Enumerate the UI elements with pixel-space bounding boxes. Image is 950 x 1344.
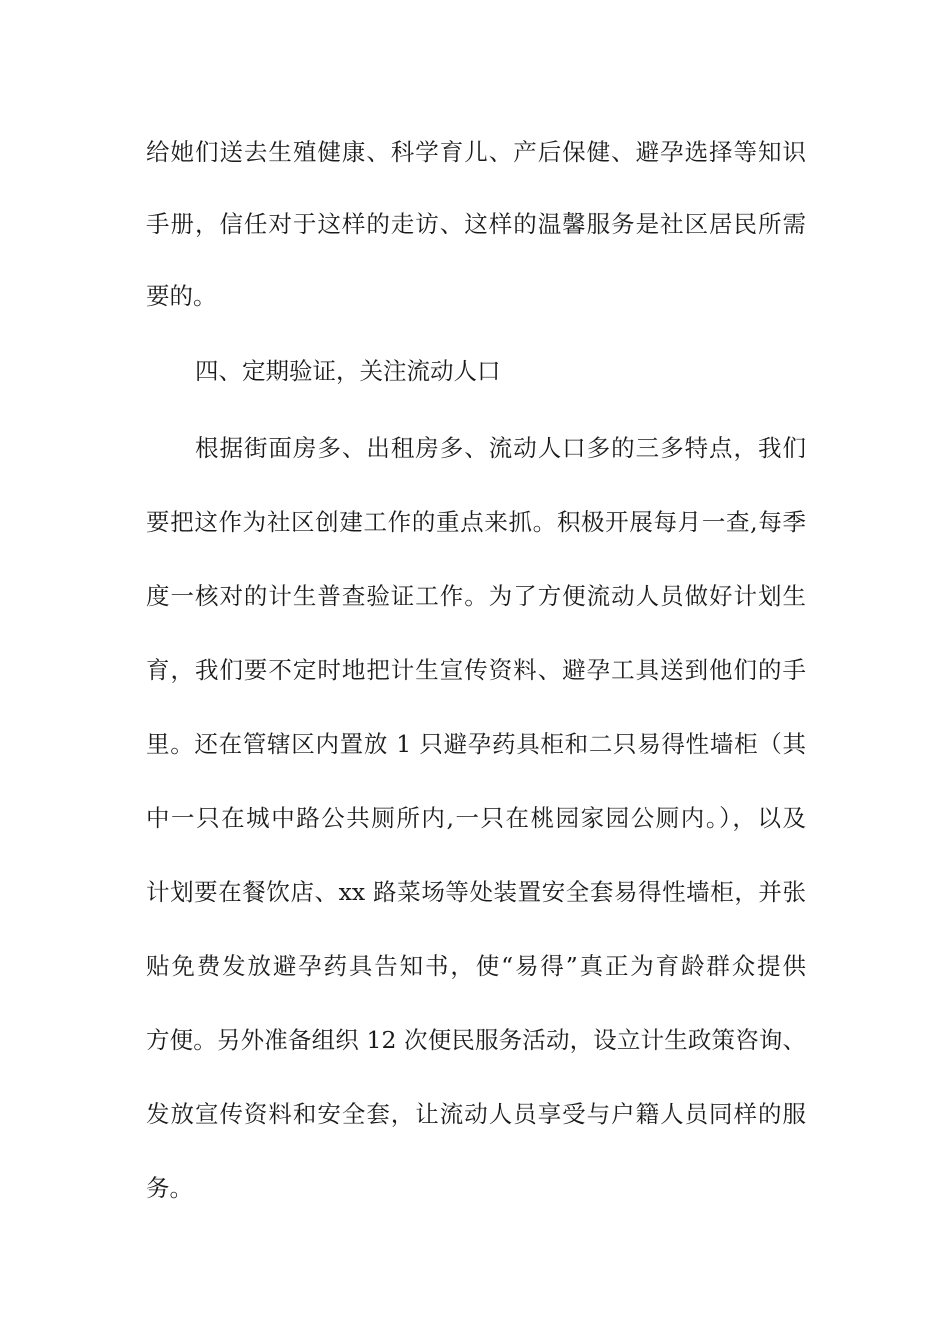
text-line-13: 方便。另外准备组织 12 次便民服务活动，设立计生政策咨询、 <box>146 1026 806 1054</box>
text-line-14: 发放宣传资料和安全套，让流动人员享受与户籍人员同样的服 <box>146 1100 806 1128</box>
text-line-1: 给她们送去生殖健康、科学育儿、产后保健、避孕选择等知识 <box>146 138 806 166</box>
text-line-8: 育，我们要不定时地把计生宣传资料、避孕工具送到他们的手 <box>146 656 806 684</box>
section-heading: 四、定期验证，关注流动人口 <box>195 357 501 385</box>
text-line-10: 中一只在城中路公共厕所内,一只在桃园家园公厕内。），以及 <box>146 804 806 832</box>
text-line-15: 务。 <box>146 1174 193 1202</box>
text-line-11: 计划要在餐饮店、xx 路菜场等处装置安全套易得性墙柜，并张 <box>146 878 806 906</box>
text-line-2: 手册，信任对于这样的走访、这样的温馨服务是社区居民所需 <box>146 210 806 238</box>
text-line-9: 里。还在管辖区内置放 1 只避孕药具柜和二只易得性墙柜（其 <box>146 730 806 758</box>
text-line-6: 要把这作为社区创建工作的重点来抓。积极开展每月一查,每季 <box>146 508 806 536</box>
text-line-3: 要的。 <box>146 282 217 310</box>
text-line-7: 度一核对的计生普查验证工作。为了方便流动人员做好计划生 <box>146 582 806 610</box>
text-line-12: 贴免费发放避孕药具告知书，使“易得”真正为育龄群众提供 <box>146 952 806 980</box>
text-line-5: 根据街面房多、出租房多、流动人口多的三多特点，我们 <box>195 434 806 462</box>
